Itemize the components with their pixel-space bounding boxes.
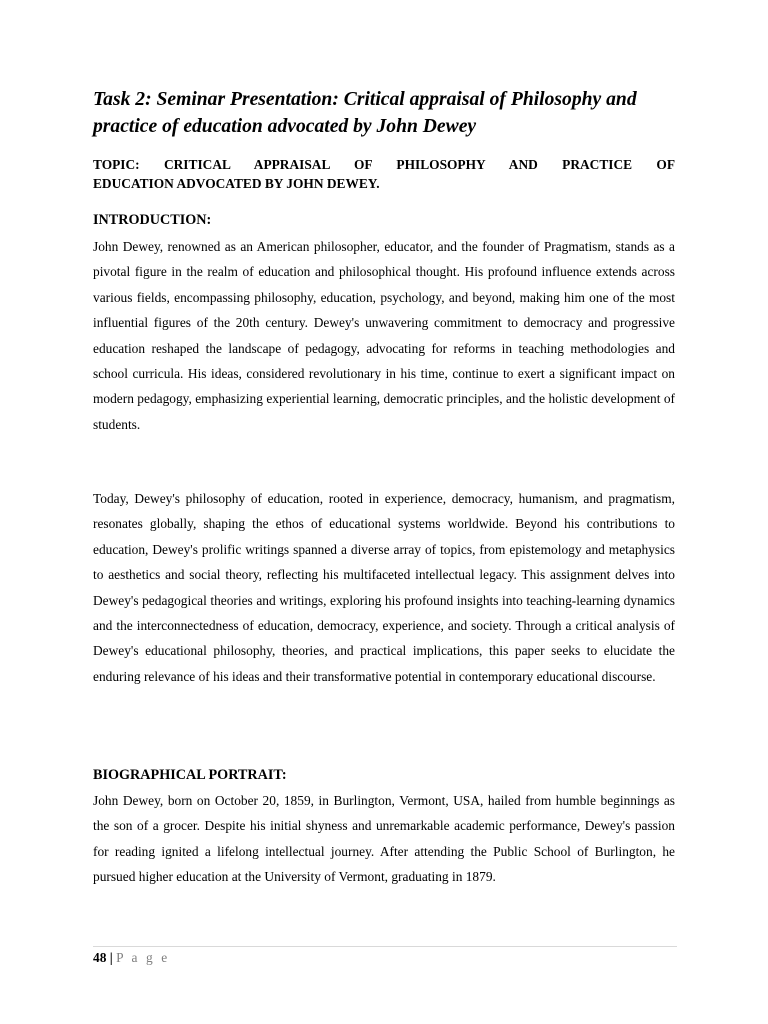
footer-divider (93, 946, 677, 947)
introduction-paragraph-1: John Dewey, renowned as an American philosopher, educator, and the founder of Pragmatism, stands as a pivotal figure in the realm of education and philosophical thought. His profound influence extends across various fields, encompassing philosophy, education, psychology, and beyond, making him one of the most influential figures of the 20th century. Dewey's unwavering commitment to democracy and progressive education reshaped the landscape of pedagogy, advocating for reforms in teaching methodologies and school curricula. His ideas, considered revolutionary in his time, continue to exert a significant impact on modern pedagogy, emphasizing experiential learning, democratic principles, and the holistic development of students. (93, 239, 675, 432)
introduction-paragraph-2: Today, Dewey's philosophy of education, rooted in experience, democracy, humanism, and pragmatism, resonates globally, shaping the ethos of educational systems worldwide. Beyond his contributions to education, Dewey's prolific writings spanned a diverse array of topics, from epistemology and metaphysics to aesthetics and social theory, reflecting his multifaceted intellectual legacy. This assignment delves into Dewey's pedagogical theories and writings, exploring his profound insights into teaching-learning dynamics and the interconnectedness of education, democracy, experience, and society. Through a critical analysis of Dewey's educational philosophy, theories, and practical implications, this paper seeks to elucidate the enduring relevance of his ideas and their transformative potential in contemporary educational discourse. (93, 491, 675, 684)
page-footer (93, 949, 170, 967)
introduction-heading: INTRODUCTION: (93, 212, 212, 228)
topic-line-2: EDUCATION ADVOCATED BY JOHN DEWEY. (93, 175, 380, 191)
document-title: Task 2: Seminar Presentation: Critical appraisal of Philosophy and practice of education advocated by John Dewey (93, 89, 637, 137)
page-separator: | (109, 950, 113, 965)
topic-line-1: TOPIC: CRITICAL APPRAISAL OF PHILOSOPHY AND PRACTICE OF (93, 157, 675, 172)
document-page (93, 0, 675, 1024)
biography-paragraph-1: John Dewey, born on October 20, 1859, in Burlington, Vermont, USA, hailed from humble beginnings as the son of a grocer. Despite his initial shyness and unremarkable academic performance, Dewey's passion for reading ignited a lifelong intellectual journey. After attending the Public School of Burlington, he pursued higher education at the University of Vermont, graduating in 1879. (93, 793, 675, 885)
biography-heading: BIOGRAPHICAL PORTRAIT: (93, 767, 287, 783)
page-label: P a g e (116, 950, 170, 965)
page-number: 48 (93, 950, 107, 965)
topic-statement (93, 156, 675, 193)
